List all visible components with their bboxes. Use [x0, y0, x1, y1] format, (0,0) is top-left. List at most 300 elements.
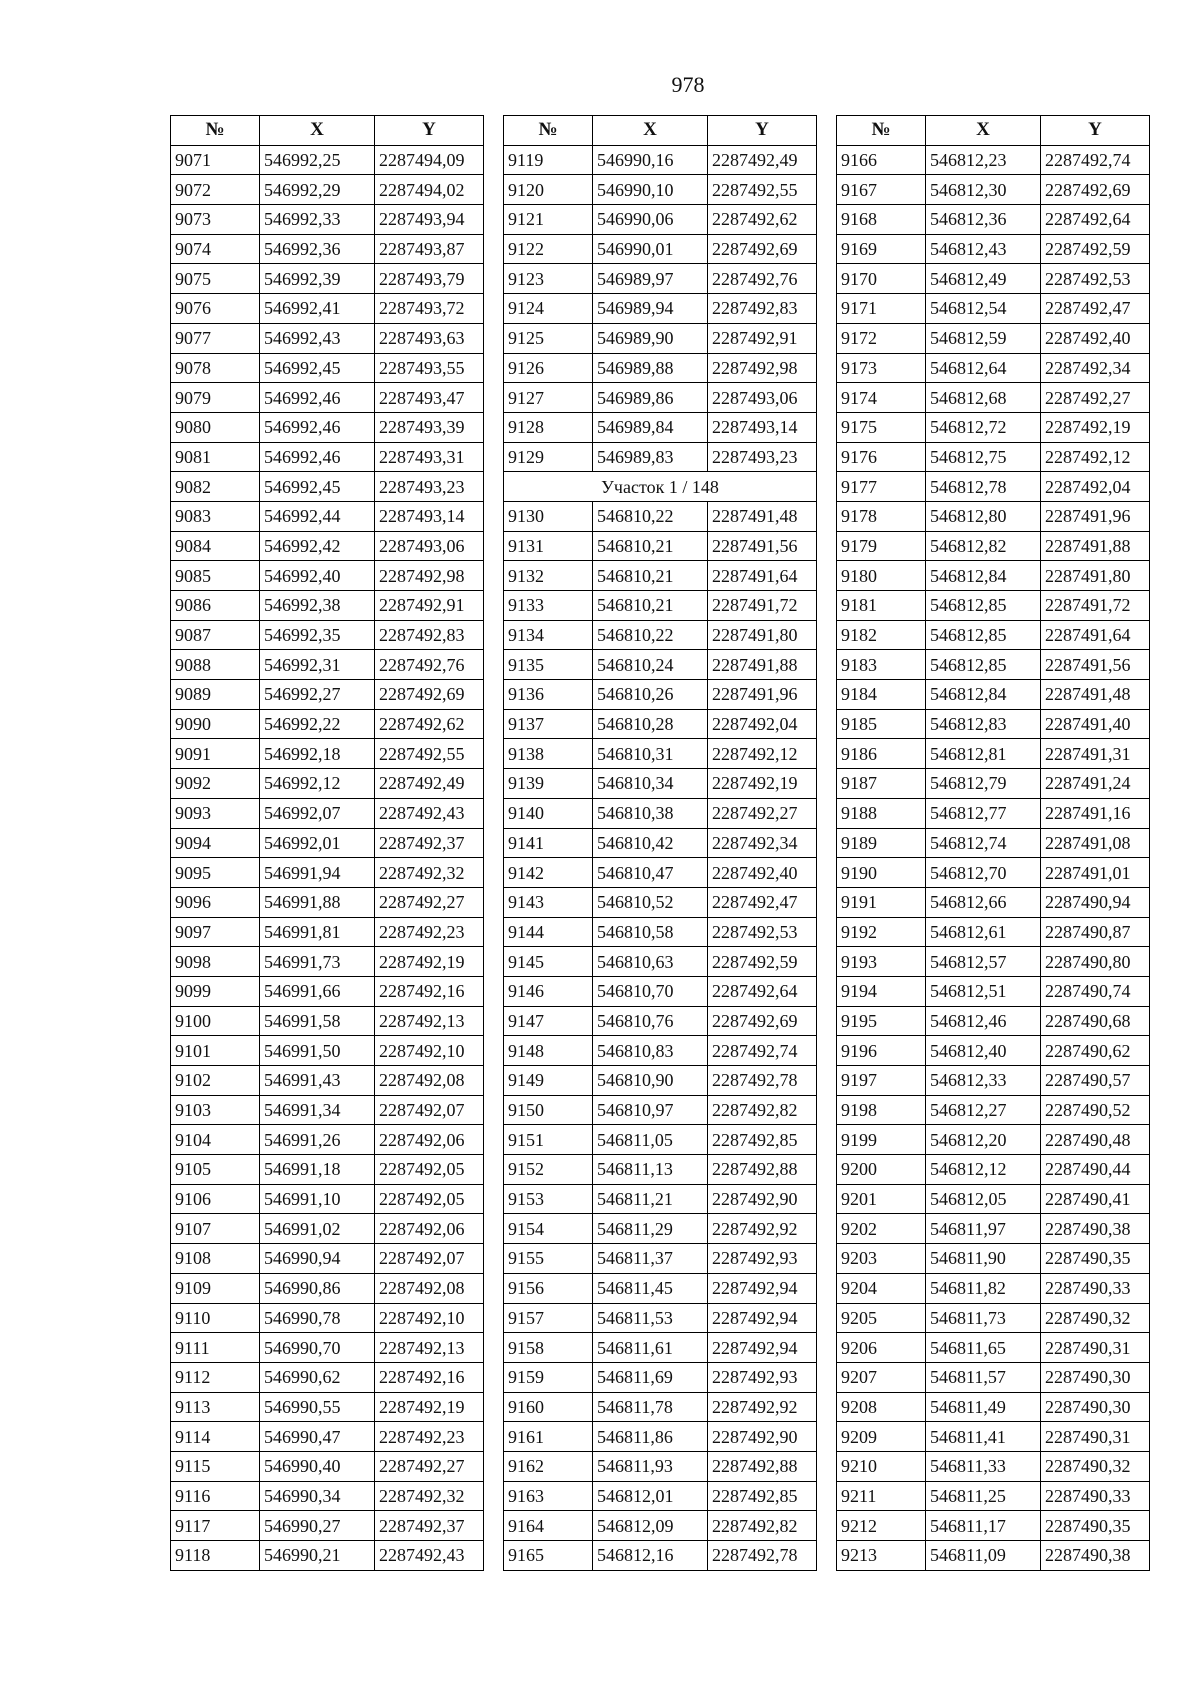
- point-number: 9141: [504, 828, 593, 858]
- x-coordinate: 546812,54: [926, 294, 1041, 324]
- table-row: [837, 798, 1150, 828]
- header-row: [504, 116, 817, 146]
- x-coordinate: 546812,84: [926, 680, 1041, 710]
- table-row: [504, 561, 817, 591]
- y-coordinate: 2287490,44: [1041, 1155, 1150, 1185]
- table-row: [171, 1125, 484, 1155]
- table-row: [837, 1244, 1150, 1274]
- point-number: 9183: [837, 650, 926, 680]
- x-coordinate: 546991,88: [260, 887, 375, 917]
- table-row: [171, 769, 484, 799]
- x-coordinate: 546812,84: [926, 561, 1041, 591]
- table-row: [171, 175, 484, 205]
- point-number: 9191: [837, 887, 926, 917]
- x-coordinate: 546990,55: [260, 1392, 375, 1422]
- table-row: [837, 917, 1150, 947]
- y-coordinate: 2287491,40: [1041, 709, 1150, 739]
- y-coordinate: 2287493,72: [375, 294, 484, 324]
- table-row: [504, 798, 817, 828]
- point-number: 9119: [504, 145, 593, 175]
- table-row: [837, 650, 1150, 680]
- table-row: [504, 1184, 817, 1214]
- point-number: 9134: [504, 620, 593, 650]
- point-number: 9128: [504, 412, 593, 442]
- table-row: [171, 145, 484, 175]
- y-coordinate: 2287490,38: [1041, 1214, 1150, 1244]
- table-row: [171, 947, 484, 977]
- table-row: [837, 1303, 1150, 1333]
- table-row: [837, 234, 1150, 264]
- x-coordinate: 546991,66: [260, 976, 375, 1006]
- x-coordinate: 546991,02: [260, 1214, 375, 1244]
- x-coordinate: 546990,21: [260, 1541, 375, 1571]
- x-coordinate: 546811,05: [593, 1125, 708, 1155]
- x-coordinate: 546812,85: [926, 650, 1041, 680]
- x-coordinate: 546990,27: [260, 1511, 375, 1541]
- table-row: [171, 1392, 484, 1422]
- point-number: 9090: [171, 709, 260, 739]
- y-coordinate: 2287493,06: [375, 531, 484, 561]
- x-coordinate: 546810,63: [593, 947, 708, 977]
- x-coordinate: 546812,85: [926, 620, 1041, 650]
- x-coordinate: 546810,22: [593, 501, 708, 531]
- table-row: [171, 234, 484, 264]
- y-coordinate: 2287492,23: [375, 917, 484, 947]
- point-number: 9130: [504, 501, 593, 531]
- x-coordinate: 546991,34: [260, 1095, 375, 1125]
- x-coordinate: 546989,83: [593, 442, 708, 472]
- y-coordinate: 2287492,04: [1041, 472, 1150, 502]
- table-row: [171, 1214, 484, 1244]
- table-row: [837, 1125, 1150, 1155]
- y-coordinate: 2287493,63: [375, 323, 484, 353]
- table-row: [171, 680, 484, 710]
- point-number: 9173: [837, 353, 926, 383]
- y-coordinate: 2287491,80: [708, 620, 817, 650]
- y-coordinate: 2287492,92: [708, 1214, 817, 1244]
- point-number: 9203: [837, 1244, 926, 1274]
- y-coordinate: 2287491,64: [708, 561, 817, 591]
- table-row: [504, 917, 817, 947]
- point-number: 9081: [171, 442, 260, 472]
- x-coordinate: 546812,51: [926, 976, 1041, 1006]
- y-coordinate: 2287491,48: [708, 501, 817, 531]
- point-number: 9095: [171, 858, 260, 888]
- y-coordinate: 2287493,23: [375, 472, 484, 502]
- point-number: 9153: [504, 1184, 593, 1214]
- point-number: 9125: [504, 323, 593, 353]
- table-row: [837, 323, 1150, 353]
- table-row: [837, 1481, 1150, 1511]
- y-coordinate: 2287491,31: [1041, 739, 1150, 769]
- x-coordinate: 546992,36: [260, 234, 375, 264]
- y-coordinate: 2287492,62: [708, 205, 817, 235]
- point-number: 9146: [504, 976, 593, 1006]
- header-x: X: [926, 116, 1041, 146]
- y-coordinate: 2287492,88: [708, 1155, 817, 1185]
- table-row: [171, 442, 484, 472]
- point-number: 9193: [837, 947, 926, 977]
- point-number: 9096: [171, 887, 260, 917]
- point-number: 9206: [837, 1333, 926, 1363]
- point-number: 9171: [837, 294, 926, 324]
- x-coordinate: 546992,25: [260, 145, 375, 175]
- x-coordinate: 546810,34: [593, 769, 708, 799]
- x-coordinate: 546992,22: [260, 709, 375, 739]
- point-number: 9145: [504, 947, 593, 977]
- x-coordinate: 546812,70: [926, 858, 1041, 888]
- point-number: 9200: [837, 1155, 926, 1185]
- x-coordinate: 546812,85: [926, 591, 1041, 621]
- point-number: 9140: [504, 798, 593, 828]
- y-coordinate: 2287490,33: [1041, 1273, 1150, 1303]
- point-number: 9135: [504, 650, 593, 680]
- table-row: [837, 294, 1150, 324]
- y-coordinate: 2287492,90: [708, 1422, 817, 1452]
- point-number: 9105: [171, 1155, 260, 1185]
- y-coordinate: 2287492,76: [708, 264, 817, 294]
- table-row: [837, 1155, 1150, 1185]
- table-row: [837, 501, 1150, 531]
- table-row: [837, 531, 1150, 561]
- point-number: 9178: [837, 501, 926, 531]
- point-number: 9192: [837, 917, 926, 947]
- point-number: 9143: [504, 887, 593, 917]
- y-coordinate: 2287492,43: [375, 1541, 484, 1571]
- y-coordinate: 2287492,10: [375, 1303, 484, 1333]
- y-coordinate: 2287490,31: [1041, 1422, 1150, 1452]
- x-coordinate: 546811,97: [926, 1214, 1041, 1244]
- x-coordinate: 546812,01: [593, 1481, 708, 1511]
- x-coordinate: 546812,61: [926, 917, 1041, 947]
- point-number: 9172: [837, 323, 926, 353]
- table-row: [837, 1333, 1150, 1363]
- table-row: [837, 442, 1150, 472]
- point-number: 9213: [837, 1541, 926, 1571]
- x-coordinate: 546810,21: [593, 531, 708, 561]
- y-coordinate: 2287492,32: [375, 1481, 484, 1511]
- header-y: Y: [1041, 116, 1150, 146]
- header-y: Y: [375, 116, 484, 146]
- y-coordinate: 2287491,24: [1041, 769, 1150, 799]
- x-coordinate: 546810,97: [593, 1095, 708, 1125]
- y-coordinate: 2287492,08: [375, 1273, 484, 1303]
- table-row: [171, 1155, 484, 1185]
- table-row: [504, 1095, 817, 1125]
- table-row: [171, 798, 484, 828]
- y-coordinate: 2287492,53: [708, 917, 817, 947]
- table-row: [837, 264, 1150, 294]
- point-number: 9162: [504, 1451, 593, 1481]
- header-row: [837, 116, 1150, 146]
- table-row: [504, 739, 817, 769]
- x-coordinate: 546810,21: [593, 561, 708, 591]
- point-number: 9185: [837, 709, 926, 739]
- y-coordinate: 2287493,79: [375, 264, 484, 294]
- x-coordinate: 546992,46: [260, 383, 375, 413]
- header-row: [171, 116, 484, 146]
- table-row: [837, 1184, 1150, 1214]
- point-number: 9198: [837, 1095, 926, 1125]
- x-coordinate: 546992,12: [260, 769, 375, 799]
- table-row: [837, 620, 1150, 650]
- y-coordinate: 2287492,27: [1041, 383, 1150, 413]
- table-row: [171, 1066, 484, 1096]
- y-coordinate: 2287492,34: [1041, 353, 1150, 383]
- table-row: [837, 1095, 1150, 1125]
- x-coordinate: 546992,45: [260, 472, 375, 502]
- y-coordinate: 2287492,69: [708, 1006, 817, 1036]
- point-number: 9152: [504, 1155, 593, 1185]
- table-row: [171, 1422, 484, 1452]
- y-coordinate: 2287493,47: [375, 383, 484, 413]
- y-coordinate: 2287492,55: [375, 739, 484, 769]
- point-number: 9210: [837, 1451, 926, 1481]
- y-coordinate: 2287492,32: [375, 858, 484, 888]
- y-coordinate: 2287492,59: [708, 947, 817, 977]
- point-number: 9100: [171, 1006, 260, 1036]
- table-row: [504, 383, 817, 413]
- point-number: 9079: [171, 383, 260, 413]
- table-row: [504, 887, 817, 917]
- x-coordinate: 546992,42: [260, 531, 375, 561]
- x-coordinate: 546991,18: [260, 1155, 375, 1185]
- point-number: 9201: [837, 1184, 926, 1214]
- table-row: [171, 858, 484, 888]
- table-row: [837, 561, 1150, 591]
- y-coordinate: 2287492,82: [708, 1095, 817, 1125]
- y-coordinate: 2287493,87: [375, 234, 484, 264]
- x-coordinate: 546811,61: [593, 1333, 708, 1363]
- point-number: 9169: [837, 234, 926, 264]
- x-coordinate: 546811,78: [593, 1392, 708, 1422]
- table-row: [837, 412, 1150, 442]
- y-coordinate: 2287494,02: [375, 175, 484, 205]
- x-coordinate: 546810,21: [593, 591, 708, 621]
- table-row: [837, 1511, 1150, 1541]
- x-coordinate: 546811,82: [926, 1273, 1041, 1303]
- x-coordinate: 546991,58: [260, 1006, 375, 1036]
- point-number: 9190: [837, 858, 926, 888]
- table-row: [504, 680, 817, 710]
- table-row: [837, 1392, 1150, 1422]
- point-number: 9133: [504, 591, 593, 621]
- x-coordinate: 546992,44: [260, 501, 375, 531]
- table-row: [171, 205, 484, 235]
- point-number: 9078: [171, 353, 260, 383]
- point-number: 9151: [504, 1125, 593, 1155]
- header-num: №: [504, 116, 593, 146]
- y-coordinate: 2287492,91: [375, 591, 484, 621]
- table-row: [837, 383, 1150, 413]
- y-coordinate: 2287492,37: [375, 1511, 484, 1541]
- table-row: [171, 1333, 484, 1363]
- x-coordinate: 546992,01: [260, 828, 375, 858]
- x-coordinate: 546812,74: [926, 828, 1041, 858]
- table-row: [171, 1451, 484, 1481]
- x-coordinate: 546989,94: [593, 294, 708, 324]
- table-row: [171, 353, 484, 383]
- table-row: [504, 264, 817, 294]
- x-coordinate: 546992,33: [260, 205, 375, 235]
- y-coordinate: 2287492,13: [375, 1333, 484, 1363]
- x-coordinate: 546812,68: [926, 383, 1041, 413]
- point-number: 9071: [171, 145, 260, 175]
- table-row: [504, 1392, 817, 1422]
- point-number: 9102: [171, 1066, 260, 1096]
- point-number: 9126: [504, 353, 593, 383]
- point-number: 9189: [837, 828, 926, 858]
- point-number: 9084: [171, 531, 260, 561]
- point-number: 9137: [504, 709, 593, 739]
- point-number: 9176: [837, 442, 926, 472]
- x-coordinate: 546990,10: [593, 175, 708, 205]
- point-number: 9129: [504, 442, 593, 472]
- x-coordinate: 546992,27: [260, 680, 375, 710]
- x-coordinate: 546812,49: [926, 264, 1041, 294]
- point-number: 9196: [837, 1036, 926, 1066]
- y-coordinate: 2287493,94: [375, 205, 484, 235]
- x-coordinate: 546812,72: [926, 412, 1041, 442]
- table-row: [837, 976, 1150, 1006]
- header-y: Y: [708, 116, 817, 146]
- point-number: 9182: [837, 620, 926, 650]
- table-row: [504, 1214, 817, 1244]
- table-row: [171, 1036, 484, 1066]
- point-number: 9077: [171, 323, 260, 353]
- y-coordinate: 2287492,37: [375, 828, 484, 858]
- point-number: 9142: [504, 858, 593, 888]
- point-number: 9098: [171, 947, 260, 977]
- y-coordinate: 2287491,88: [1041, 531, 1150, 561]
- point-number: 9132: [504, 561, 593, 591]
- table-row: [504, 412, 817, 442]
- table-row: [171, 412, 484, 442]
- x-coordinate: 546812,23: [926, 145, 1041, 175]
- point-number: 9157: [504, 1303, 593, 1333]
- table-row: [837, 1214, 1150, 1244]
- y-coordinate: 2287490,41: [1041, 1184, 1150, 1214]
- y-coordinate: 2287492,27: [708, 798, 817, 828]
- y-coordinate: 2287493,14: [375, 501, 484, 531]
- point-number: 9094: [171, 828, 260, 858]
- table-row: [504, 353, 817, 383]
- point-number: 9092: [171, 769, 260, 799]
- x-coordinate: 546811,93: [593, 1451, 708, 1481]
- x-coordinate: 546992,07: [260, 798, 375, 828]
- x-coordinate: 546810,47: [593, 858, 708, 888]
- y-coordinate: 2287492,47: [708, 887, 817, 917]
- table-row: [837, 1422, 1150, 1452]
- y-coordinate: 2287491,16: [1041, 798, 1150, 828]
- y-coordinate: 2287491,08: [1041, 828, 1150, 858]
- x-coordinate: 546812,43: [926, 234, 1041, 264]
- y-coordinate: 2287490,35: [1041, 1244, 1150, 1274]
- point-number: 9083: [171, 501, 260, 531]
- table-row: [171, 1511, 484, 1541]
- point-number: 9150: [504, 1095, 593, 1125]
- point-number: 9154: [504, 1214, 593, 1244]
- y-coordinate: 2287492,19: [375, 1392, 484, 1422]
- table-row: [837, 1066, 1150, 1096]
- x-coordinate: 546812,57: [926, 947, 1041, 977]
- point-number: 9088: [171, 650, 260, 680]
- x-coordinate: 546811,45: [593, 1273, 708, 1303]
- point-number: 9091: [171, 739, 260, 769]
- x-coordinate: 546810,24: [593, 650, 708, 680]
- point-number: 9166: [837, 145, 926, 175]
- x-coordinate: 546811,17: [926, 1511, 1041, 1541]
- point-number: 9204: [837, 1273, 926, 1303]
- point-number: 9161: [504, 1422, 593, 1452]
- point-number: 9164: [504, 1511, 593, 1541]
- point-number: 9195: [837, 1006, 926, 1036]
- table-row: [504, 1006, 817, 1036]
- point-number: 9122: [504, 234, 593, 264]
- table-row: [837, 680, 1150, 710]
- table-row: [504, 1303, 817, 1333]
- point-number: 9074: [171, 234, 260, 264]
- y-coordinate: 2287492,92: [708, 1392, 817, 1422]
- x-coordinate: 546992,45: [260, 353, 375, 383]
- x-coordinate: 546812,59: [926, 323, 1041, 353]
- y-coordinate: 2287492,98: [708, 353, 817, 383]
- table-row: [837, 709, 1150, 739]
- x-coordinate: 546811,09: [926, 1541, 1041, 1571]
- table-row: [837, 1541, 1150, 1571]
- y-coordinate: 2287491,64: [1041, 620, 1150, 650]
- table-row: [504, 1333, 817, 1363]
- point-number: 9155: [504, 1244, 593, 1274]
- point-number: 9114: [171, 1422, 260, 1452]
- x-coordinate: 546812,64: [926, 353, 1041, 383]
- table-row: [504, 1422, 817, 1452]
- point-number: 9086: [171, 591, 260, 621]
- x-coordinate: 546811,73: [926, 1303, 1041, 1333]
- x-coordinate: 546992,18: [260, 739, 375, 769]
- point-number: 9181: [837, 591, 926, 621]
- y-coordinate: 2287492,19: [1041, 412, 1150, 442]
- y-coordinate: 2287493,06: [708, 383, 817, 413]
- x-coordinate: 546989,97: [593, 264, 708, 294]
- y-coordinate: 2287492,07: [375, 1095, 484, 1125]
- y-coordinate: 2287490,33: [1041, 1481, 1150, 1511]
- point-number: 9110: [171, 1303, 260, 1333]
- header-num: №: [171, 116, 260, 146]
- x-coordinate: 546812,75: [926, 442, 1041, 472]
- table-row: [504, 1244, 817, 1274]
- point-number: 9101: [171, 1036, 260, 1066]
- x-coordinate: 546990,01: [593, 234, 708, 264]
- y-coordinate: 2287492,19: [708, 769, 817, 799]
- table-row: [171, 264, 484, 294]
- point-number: 9103: [171, 1095, 260, 1125]
- x-coordinate: 546990,06: [593, 205, 708, 235]
- y-coordinate: 2287490,35: [1041, 1511, 1150, 1541]
- table-row: [504, 1451, 817, 1481]
- y-coordinate: 2287491,96: [708, 680, 817, 710]
- y-coordinate: 2287492,06: [375, 1125, 484, 1155]
- point-number: 9116: [171, 1481, 260, 1511]
- y-coordinate: 2287492,94: [708, 1273, 817, 1303]
- y-coordinate: 2287492,49: [375, 769, 484, 799]
- table-row: [171, 323, 484, 353]
- table-row: [504, 1036, 817, 1066]
- point-number: 9124: [504, 294, 593, 324]
- x-coordinate: 546812,40: [926, 1036, 1041, 1066]
- table-row: [171, 501, 484, 531]
- x-coordinate: 546992,35: [260, 620, 375, 650]
